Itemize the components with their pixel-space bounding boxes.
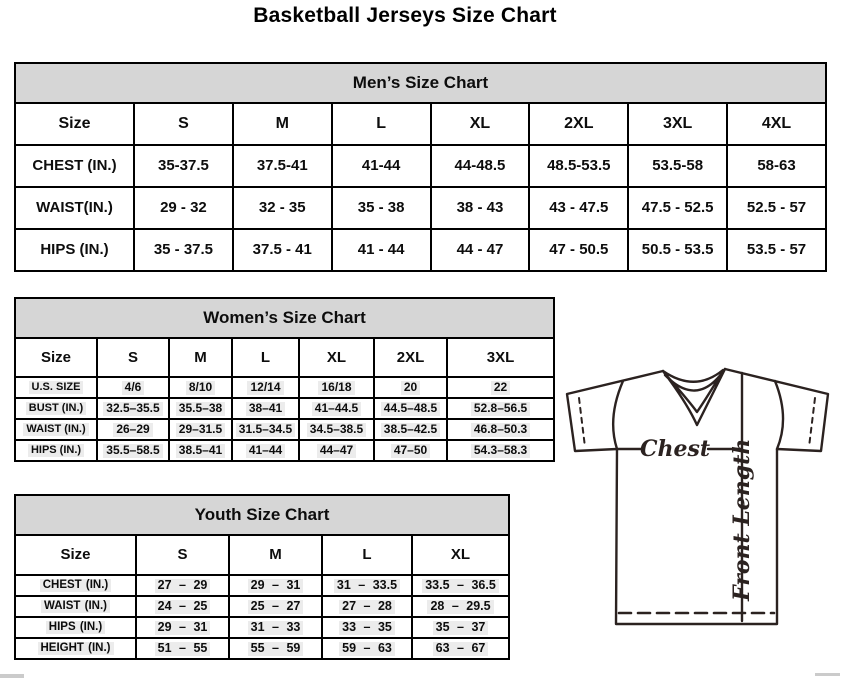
chest-measure-label: Chest xyxy=(639,436,711,462)
cell-text: 53.5-58 xyxy=(652,157,704,175)
column-header xyxy=(134,103,233,145)
cell-text: HIPS (IN.) xyxy=(40,241,109,259)
cell-text: 41–44.5 xyxy=(312,402,361,415)
h-scrollbar-fragment-left[interactable] xyxy=(0,674,24,678)
table-cell xyxy=(412,617,509,638)
table-cell xyxy=(447,377,554,398)
cell-text: 20 xyxy=(401,381,420,394)
table-cell xyxy=(97,440,169,461)
cell-text: 29–31.5 xyxy=(176,423,225,436)
table-cell xyxy=(97,398,169,419)
cell-text: 32 - 35 xyxy=(258,199,306,217)
table-cell xyxy=(727,229,826,271)
table-cell xyxy=(529,187,628,229)
column-header xyxy=(727,103,826,145)
table-cell xyxy=(431,145,530,187)
cell-text: Men’s Size Chart xyxy=(352,73,489,92)
cell-text: 2XL xyxy=(396,348,425,366)
cell-text: XL xyxy=(326,348,347,366)
cell-text: CHEST (IN.) xyxy=(32,157,117,175)
table-cell xyxy=(232,398,299,419)
cell-text: 27 – 29 xyxy=(155,579,211,593)
jersey-armhole-right xyxy=(775,381,783,449)
cell-text: 8/10 xyxy=(186,381,215,394)
row-label xyxy=(15,617,136,638)
cell-text: 47 - 50.5 xyxy=(549,241,609,259)
cell-text: 44.5–48.5 xyxy=(381,402,440,415)
cell-text: CHEST (IN.) xyxy=(40,579,112,592)
column-header xyxy=(136,535,229,575)
cell-text: 41–44 xyxy=(246,444,285,457)
cell-text: HIPS (IN.) xyxy=(28,444,84,456)
table-cell xyxy=(322,638,412,659)
table-title-row xyxy=(15,63,826,103)
table-cell xyxy=(332,145,431,187)
table-cell xyxy=(374,398,447,419)
table-cell xyxy=(229,617,322,638)
table-row xyxy=(15,377,554,398)
cell-text: 33 – 35 xyxy=(339,621,395,635)
cell-text: 4XL xyxy=(761,115,792,132)
table-cell xyxy=(233,145,332,187)
table-cell xyxy=(529,229,628,271)
table-row xyxy=(15,440,554,461)
cell-text: 41-44 xyxy=(361,157,401,175)
cell-text: WAIST(IN.) xyxy=(36,199,113,217)
table-cell xyxy=(169,419,232,440)
cell-text: 32.5–35.5 xyxy=(103,402,162,415)
cell-text: 41 - 44 xyxy=(357,241,405,259)
cell-text: 28 – 29.5 xyxy=(427,600,493,614)
table-cell xyxy=(727,145,826,187)
cell-text: 38–41 xyxy=(246,402,285,415)
table-title-row xyxy=(15,495,509,535)
column-header xyxy=(529,103,628,145)
cell-text: 12/14 xyxy=(247,381,283,394)
jersey-outline xyxy=(567,369,828,624)
cell-text: 48.5-53.5 xyxy=(547,157,611,175)
row-label xyxy=(15,419,97,440)
jersey-diagram xyxy=(562,363,840,629)
cell-text: 29 – 31 xyxy=(248,579,304,593)
size-column-header xyxy=(15,338,97,377)
size-column-header xyxy=(15,535,136,575)
sleeve-dashed-line-right xyxy=(809,398,815,447)
column-header xyxy=(233,103,332,145)
column-header xyxy=(628,103,727,145)
cell-text: 31 – 33.5 xyxy=(334,579,400,593)
cell-text: 44-48.5 xyxy=(454,157,506,175)
table-cell xyxy=(431,229,530,271)
column-header xyxy=(97,338,169,377)
sleeve-dashed-line-left xyxy=(579,398,585,447)
table-cell xyxy=(169,377,232,398)
table-cell xyxy=(233,187,332,229)
cell-text: BUST (IN.) xyxy=(26,402,86,414)
cell-text: 34.5–38.5 xyxy=(307,423,366,436)
cell-text: 53.5 - 57 xyxy=(746,241,807,259)
cell-text: 31 – 33 xyxy=(248,621,304,635)
table-cell xyxy=(322,575,412,596)
table-cell xyxy=(136,575,229,596)
cell-text: S xyxy=(178,115,189,132)
table-header-row xyxy=(15,338,554,377)
mens-size-table xyxy=(14,62,827,272)
table-cell xyxy=(136,617,229,638)
page-title: Basketball Jerseys Size Chart xyxy=(253,4,557,27)
column-header xyxy=(229,535,322,575)
cell-text: 35-37.5 xyxy=(157,157,209,175)
cell-text: 16/18 xyxy=(318,381,354,394)
table-cell xyxy=(229,575,322,596)
cell-text: S xyxy=(177,546,188,564)
column-header xyxy=(374,338,447,377)
cell-text: 47–50 xyxy=(391,444,430,457)
table-cell xyxy=(322,617,412,638)
row-label xyxy=(15,596,136,617)
table-cell xyxy=(229,638,322,659)
cell-text: WAIST (IN.) xyxy=(41,600,110,613)
cell-text: XL xyxy=(469,115,491,132)
jersey-collar-lines xyxy=(663,369,725,425)
womens-size-table xyxy=(14,297,555,462)
table-cell xyxy=(447,440,554,461)
table-cell xyxy=(97,377,169,398)
row-label xyxy=(15,145,134,187)
table-cell xyxy=(169,440,232,461)
table-cell xyxy=(299,419,374,440)
table-cell xyxy=(447,398,554,419)
column-header xyxy=(332,103,431,145)
cell-text: 35 - 38 xyxy=(357,199,405,217)
cell-text: 38 - 43 xyxy=(456,199,504,217)
row-label xyxy=(15,187,134,229)
table-row xyxy=(15,229,826,271)
column-header xyxy=(169,338,232,377)
table-row xyxy=(15,638,509,659)
cell-text: Size xyxy=(60,546,91,564)
cell-text: 22 xyxy=(491,381,510,394)
row-label xyxy=(15,440,97,461)
cell-text: 26–29 xyxy=(113,423,152,436)
table-cell xyxy=(332,187,431,229)
table-cell xyxy=(447,419,554,440)
table-cell xyxy=(232,377,299,398)
table-cell xyxy=(412,575,509,596)
cell-text: 3XL xyxy=(662,115,693,132)
table-cell xyxy=(374,419,447,440)
cell-text: 35.5–38 xyxy=(176,402,225,415)
cell-text: 27 – 28 xyxy=(339,600,395,614)
table-row xyxy=(15,575,509,596)
cell-text: 63 – 67 xyxy=(433,642,489,656)
cell-text: 46.8–50.3 xyxy=(471,423,530,436)
table-cell xyxy=(628,187,727,229)
cell-text: 35 - 37.5 xyxy=(153,241,214,259)
cell-text: U.S. SIZE xyxy=(29,381,84,393)
cell-text: 43 - 47.5 xyxy=(549,199,609,217)
h-scrollbar-fragment-right[interactable] xyxy=(815,673,840,676)
cell-text: 4/6 xyxy=(122,381,145,394)
cell-text: 44 - 47 xyxy=(456,241,504,259)
cell-text: HIPS (IN.) xyxy=(46,621,105,634)
cell-text: 38.5–42.5 xyxy=(381,423,440,436)
cell-text: 51 – 55 xyxy=(155,642,211,656)
cell-text: 52.5 - 57 xyxy=(746,199,807,217)
cell-text: 24 – 25 xyxy=(155,600,211,614)
table-cell xyxy=(134,187,233,229)
cell-text: 25 – 27 xyxy=(248,600,304,614)
row-label xyxy=(15,638,136,659)
cell-text: HEIGHT (IN.) xyxy=(38,642,114,655)
cell-text: M xyxy=(194,348,207,366)
table-cell xyxy=(299,377,374,398)
table-cell xyxy=(169,398,232,419)
cell-text: 2XL xyxy=(564,115,594,132)
cell-text: L xyxy=(376,115,386,132)
table-cell xyxy=(322,596,412,617)
cell-text: M xyxy=(275,115,289,132)
row-label xyxy=(15,575,136,596)
cell-text: 58-63 xyxy=(757,157,796,175)
table-cell xyxy=(727,187,826,229)
table-cell xyxy=(374,377,447,398)
column-header xyxy=(431,103,530,145)
table-cell xyxy=(299,440,374,461)
cell-text: Women’s Size Chart xyxy=(203,308,366,327)
cell-text: 50.5 - 53.5 xyxy=(641,241,714,259)
cell-text: 3XL xyxy=(486,348,515,366)
column-header xyxy=(322,535,412,575)
cell-text: 35 – 37 xyxy=(433,621,489,635)
table-cell xyxy=(97,419,169,440)
table-cell xyxy=(233,229,332,271)
cell-text: L xyxy=(362,546,372,564)
cell-text: 31.5–34.5 xyxy=(236,423,295,436)
table-cell xyxy=(232,440,299,461)
table-cell xyxy=(299,398,374,419)
table-header-row xyxy=(15,535,509,575)
table-title-row xyxy=(15,298,554,338)
cell-text: 47.5 - 52.5 xyxy=(641,199,714,217)
column-header xyxy=(412,535,509,575)
jersey-armhole-left xyxy=(613,381,623,449)
cell-text: S xyxy=(127,348,138,366)
table-title xyxy=(15,495,509,535)
cell-text: 29 – 31 xyxy=(155,621,211,635)
cell-text: 52.8–56.5 xyxy=(471,402,530,415)
table-cell xyxy=(431,187,530,229)
front-length-measure-label: Front Length xyxy=(729,438,755,601)
column-header xyxy=(232,338,299,377)
size-column-header xyxy=(15,103,134,145)
table-cell xyxy=(136,638,229,659)
table-row xyxy=(15,419,554,440)
table-cell xyxy=(412,596,509,617)
cell-text: 37.5 - 41 xyxy=(252,241,312,259)
table-title xyxy=(15,298,554,338)
cell-text: XL xyxy=(450,546,471,564)
cell-text: Youth Size Chart xyxy=(194,505,330,524)
cell-text: 35.5–58.5 xyxy=(103,444,162,457)
table-title xyxy=(15,63,826,103)
row-label xyxy=(15,398,97,419)
table-row xyxy=(15,398,554,419)
table-cell xyxy=(529,145,628,187)
table-cell xyxy=(136,596,229,617)
table-row xyxy=(15,596,509,617)
table-row xyxy=(15,187,826,229)
cell-text: 59 – 63 xyxy=(339,642,395,656)
cell-text: 37.5-41 xyxy=(256,157,308,175)
table-row xyxy=(15,145,826,187)
cell-text: Size xyxy=(40,348,71,366)
table-cell xyxy=(232,419,299,440)
row-label xyxy=(15,377,97,398)
cell-text: 33.5 – 36.5 xyxy=(422,579,499,593)
table-header-row xyxy=(15,103,826,145)
table-cell xyxy=(628,229,727,271)
cell-text: M xyxy=(269,546,282,564)
table-cell xyxy=(374,440,447,461)
cell-text: 54.3–58.3 xyxy=(471,444,530,457)
cell-text: L xyxy=(260,348,271,366)
cell-text: WAIST (IN.) xyxy=(23,423,88,435)
table-cell xyxy=(134,145,233,187)
table-cell xyxy=(134,229,233,271)
cell-text: 55 – 59 xyxy=(248,642,304,656)
table-cell xyxy=(332,229,431,271)
table-row xyxy=(15,617,509,638)
cell-text: 44–47 xyxy=(317,444,356,457)
table-cell xyxy=(412,638,509,659)
table-cell xyxy=(628,145,727,187)
cell-text: Size xyxy=(58,115,91,132)
cell-text: 29 - 32 xyxy=(160,199,207,217)
table-cell xyxy=(229,596,322,617)
column-header xyxy=(447,338,554,377)
cell-text: 38.5–41 xyxy=(176,444,225,457)
row-label xyxy=(15,229,134,271)
column-header xyxy=(299,338,374,377)
youth-size-table xyxy=(14,494,510,660)
